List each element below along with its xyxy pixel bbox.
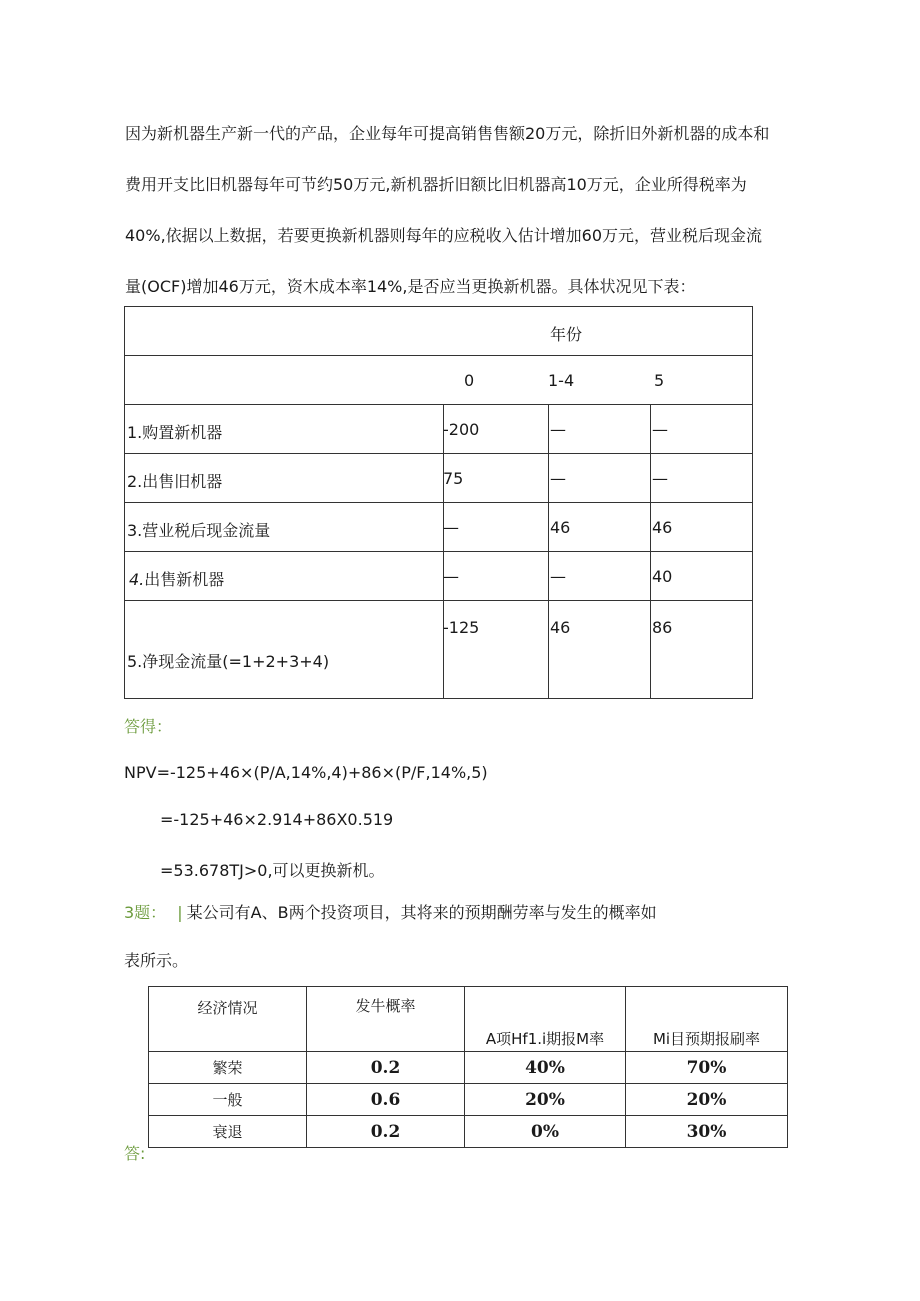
npv-formula: NPV=-125+46×(P/A,14%,4)+86×(P/F,14%,5) [124,763,488,782]
row-label: 2.出售旧机器 [127,472,223,491]
npv-step: =-125+46×2.914+86X0.519 [160,810,394,829]
probability-table [148,986,788,1148]
prob-cell: 0.2 [307,1052,465,1084]
header-project-b: Mi目预期报刷率 [626,987,788,1052]
return-b-cell: 30% [626,1116,788,1148]
cell-value: -125 [443,618,480,637]
state-cell: 繁荣 [149,1052,307,1084]
year-col-1-4: 1-4 [548,371,575,390]
prob-cell: 0.2 [307,1116,465,1148]
return-a-cell: 0% [465,1116,626,1148]
year-header: 年份 [550,325,583,344]
cell-value: — [443,518,459,537]
cell-value: 86 [652,618,673,637]
table-row [149,1116,788,1148]
row-label-text: 出售新机器 [144,570,225,589]
cell-value: 46 [550,618,571,637]
cell-value: 46 [550,518,571,537]
intro-line: 因为新机器生产新一代的产品，企业每年可提高销售售额20万元，除折旧外新机器的成本和 [125,124,770,143]
prob-cell: 0.6 [307,1084,465,1116]
row-label: 1.购置新机器 [127,423,223,442]
year-col-0: 0 [464,371,475,390]
intro-line: 量(OCF)增加46万元，资木成本率14%,是否应当更换新机器。具体状况见下表： [125,277,696,296]
question-text-line2: 表所示。 [124,951,189,970]
state-cell: 一般 [149,1084,307,1116]
cell-value: — [652,420,668,439]
npv-result: =53.678TJ>0,可以更换新机。 [160,861,385,880]
question-3 [124,900,657,923]
row-label-number: 4. [129,570,145,589]
cell-value: 75 [443,469,464,488]
cell-value: — [550,420,566,439]
header-probability: 发牛概率 [307,987,465,1052]
cell-value: — [652,469,668,488]
return-a-cell: 20% [465,1084,626,1116]
table-row [149,1052,788,1084]
row-label: 5.净现金流量(=1+2+3+4) [127,652,330,671]
return-b-cell: 20% [626,1084,788,1116]
header-economic-state: 经济情况 [149,987,307,1052]
cell-value: — [550,469,566,488]
cell-value: 40 [652,567,673,586]
intro-line: 40%,依据以上数据，若要更换新机器则每年的应税收入估计增加60万元，营业税后现金流 [125,226,763,245]
intro-paragraph [125,108,825,312]
table-row [149,1084,788,1116]
question-label: 3题： [124,903,167,922]
question-bar: | [177,903,183,922]
row-label [129,567,224,590]
question-text: 某公司有A、B两个投资项目，其将来的预期酬劳率与发生的概率如 [186,903,657,922]
cell-value: 46 [652,518,673,537]
year-col-5: 5 [654,371,665,390]
answer-label-2: 答: [124,1144,146,1163]
return-a-cell: 40% [465,1052,626,1084]
return-b-cell: 70% [626,1052,788,1084]
state-cell: 衰退 [149,1116,307,1148]
header-project-a: A项Hf1.i期报M率 [465,987,626,1052]
cashflow-table [124,306,753,699]
cell-value: — [550,567,566,586]
cell-value: -200 [443,420,480,439]
row-label: 3.营业税后现金流量 [127,521,271,540]
answer-label: 答得： [124,717,173,736]
cell-value: — [443,567,459,586]
intro-line: 费用开支比旧机器每年可节约50万元,新机器折旧额比旧机器高10万元，企业所得税率为 [125,175,747,194]
